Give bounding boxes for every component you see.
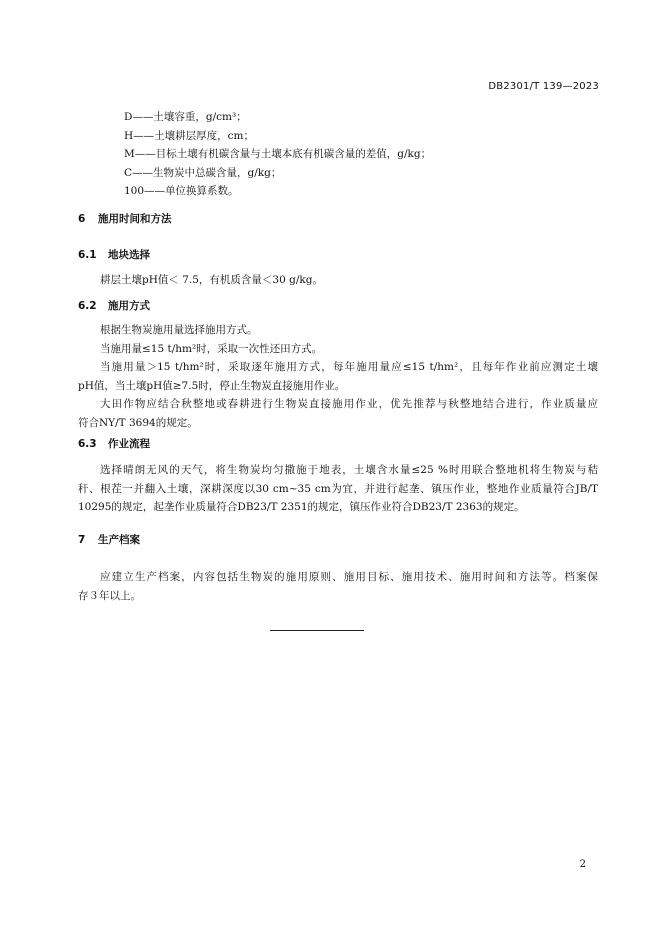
- section-title: 生产档案: [98, 534, 140, 546]
- paragraph-line: 存３年以上。: [78, 589, 141, 602]
- paragraph-line: 秆、根茬一并翻入土壤，深耕深度以30 cm~35 cm为宜，并进行起垄、镇压作业，整地作业质量符合JB/T: [78, 482, 598, 495]
- paragraph-line: 耕层土壤pH值＜ 7.5，有机质含量＜30 g/kg。: [100, 274, 323, 286]
- section-title: 地块选择: [108, 249, 150, 261]
- variable-definitions: [124, 108, 431, 201]
- section-number: 6.2: [78, 300, 97, 312]
- paragraph-line: 当施用量≤15 t/hm²时，采取一次性还田方式。: [100, 342, 323, 355]
- section-6-1-body: [78, 271, 598, 290]
- section-number: 6.3: [78, 438, 97, 450]
- section-7-heading: [78, 532, 140, 547]
- section-title: 施用方式: [108, 300, 150, 312]
- variable-definition: H——土壤耕层厚度，cm；: [124, 129, 254, 142]
- paragraph-line: 10295的规定，起垄作业质量符合DB23/T 2351的规定，镇压作业符合DB23/T 2363的规定。: [78, 501, 525, 513]
- section-6-3-body: [78, 461, 598, 517]
- paragraph-line: 符合NY/T 3694的规定。: [78, 416, 198, 429]
- section-6-2-heading: [78, 298, 150, 313]
- section-number: 7: [78, 534, 86, 546]
- section-number: 6: [78, 213, 86, 225]
- document-number: DB2301/T 139—2023: [488, 81, 599, 92]
- paragraph-line: 选择晴朗无风的天气，将生物炭均匀撒施于地表，土壤含水量≤25 %时用联合整地机将生物炭与秸: [100, 464, 598, 476]
- section-7-body: [78, 568, 598, 605]
- variable-definition: M——目标土壤有机碳含量与土壤本底有机碳含量的差值，g/kg；: [124, 148, 432, 161]
- section-6-3-heading: [78, 436, 150, 451]
- paragraph-line: 应建立生产档案，内容包括生物炭的施用原则、施用目标、施用技术、施用时间和方法等。档案保: [100, 571, 598, 583]
- variable-definition: C——生物炭中总碳含量，g/kg；: [124, 166, 282, 179]
- variable-definition: 100——单位换算系数。: [124, 185, 239, 198]
- section-number: 6.1: [78, 249, 97, 261]
- paragraph-line: 当施用量＞15 t/hm²时，采取逐年施用方式，每年施用量应≤15 t/hm²，且每年作业前应测定土壤: [100, 361, 598, 373]
- page-number: 2: [579, 859, 586, 870]
- paragraph-line: pH值，当土壤pH值≥7.5时，停止生物炭直接施用作业。: [78, 379, 346, 392]
- section-6-2-body: [78, 321, 598, 432]
- end-of-document-rule: [270, 630, 364, 631]
- variable-definition: D——土壤容重，g/cm³；: [124, 111, 247, 123]
- section-6-heading: [78, 211, 172, 226]
- paragraph-line: 大田作物应结合秋整地或春耕进行生物炭直接施用作业，优先推荐与秋整地结合进行，作业质量应: [100, 398, 598, 410]
- section-title: 作业流程: [108, 438, 150, 450]
- section-6-1-heading: [78, 247, 150, 262]
- section-title: 施用时间和方法: [98, 213, 172, 225]
- paragraph-line: 根据生物炭施用量选择施用方式。: [100, 324, 258, 336]
